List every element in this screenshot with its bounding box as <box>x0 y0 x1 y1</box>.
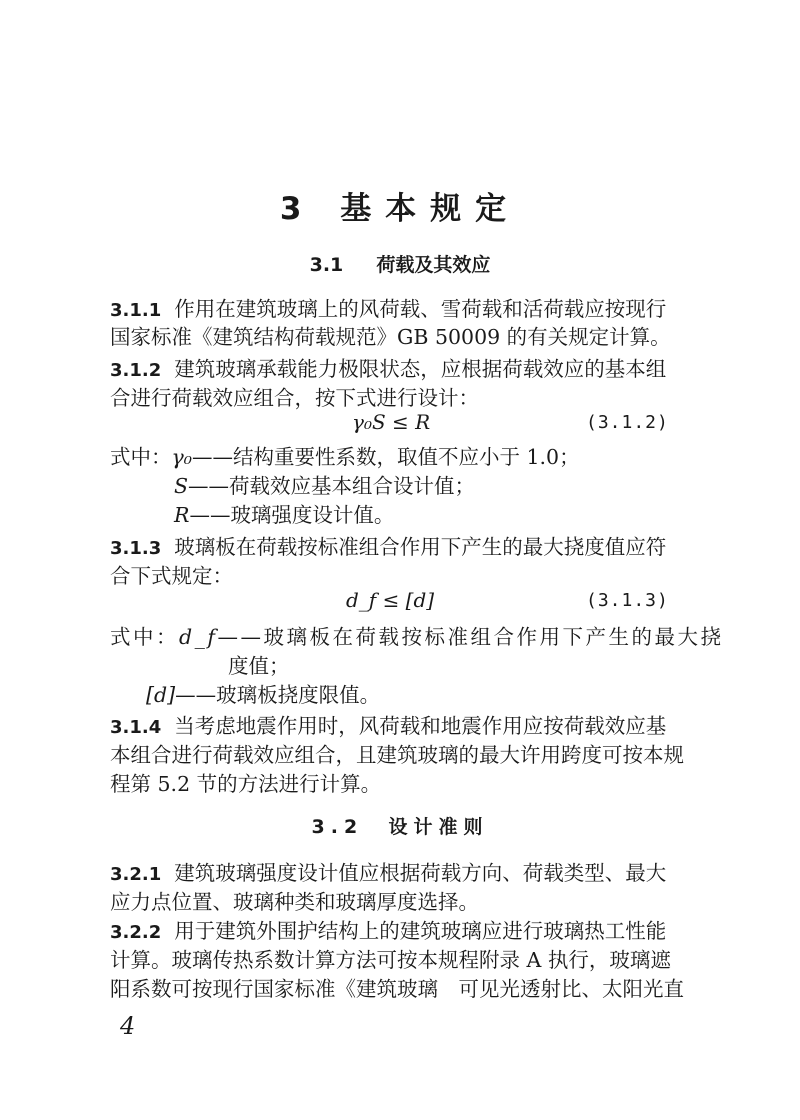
chapter-number: 3 <box>279 191 316 227</box>
clause-number: 3.2.1 <box>110 864 162 885</box>
where-3-1-3-def-2 <box>146 678 380 708</box>
clause-3-1-2-line-1 <box>110 352 667 382</box>
section-heading-3-2 <box>0 812 800 839</box>
clause-3-1-3-line-2: 合下式规定： <box>110 564 233 588</box>
equation-number-3-1-2: (3.1.2) <box>586 412 669 433</box>
clause-number: 3.1.4 <box>110 717 162 738</box>
clause-3-2-2-line-2: 计算。玻璃传热系数计算方法可按本规程附录 A 执行，玻璃遮 <box>110 948 671 972</box>
definition: ——玻璃强度设计值。 <box>189 503 395 527</box>
definition: ——玻璃板挠度限值。 <box>175 683 381 707</box>
section-title: 荷载及其效应 <box>376 254 491 276</box>
symbol: R <box>174 503 190 527</box>
section-title: 设计准则 <box>388 816 489 838</box>
where-3-1-3-def-1-cont: 度值； <box>228 654 290 678</box>
clause-3-1-2-line-2: 合进行荷载效应组合，按下式进行设计： <box>110 386 479 410</box>
clause-number: 3.1.3 <box>110 538 162 559</box>
symbol: d_f <box>179 625 218 649</box>
formula-3-1-2: γ₀S ≤ R <box>352 410 431 434</box>
symbol: S <box>174 474 189 498</box>
chapter-heading <box>0 183 800 228</box>
where-3-1-3-def-1 <box>110 620 723 650</box>
where-3-1-2-def-1 <box>110 440 580 470</box>
clause-text: 用于建筑外围护结构上的建筑玻璃应进行玻璃热工性能 <box>174 919 667 943</box>
clause-3-2-2-line-3: 阳系数可按现行国家标准《建筑玻璃 可见光透射比、太阳光直 <box>110 977 684 1001</box>
clause-number: 3.2.2 <box>110 922 162 943</box>
clause-3-2-2-line-1 <box>110 914 667 944</box>
where-label: 式中： <box>110 625 179 649</box>
clause-3-1-4-line-2: 本组合进行荷载效应组合，且建筑玻璃的最大许用跨度可按本规 <box>110 743 684 767</box>
clause-number: 3.1.2 <box>110 360 162 381</box>
where-label: 式中： <box>110 445 172 469</box>
definition: ——结构重要性系数，取值不应小于 1.0； <box>191 445 580 469</box>
equation-number-3-1-3: (3.1.3) <box>586 590 669 611</box>
page-number: 4 <box>120 1012 136 1040</box>
clause-text: 建筑玻璃承载能力极限状态，应根据荷载效应的基本组 <box>174 357 667 381</box>
clause-number: 3.1.1 <box>110 300 162 321</box>
clause-3-1-1-line-2: 国家标准《建筑结构荷载规范》GB 50009 的有关规定计算。 <box>110 325 671 349</box>
clause-text: 当考虑地震作用时，风荷载和地震作用应按荷载效应基 <box>174 714 667 738</box>
clause-3-2-1-line-1 <box>110 856 667 886</box>
clause-text: 建筑玻璃强度设计值应根据荷载方向、荷载类型、最大 <box>174 861 667 885</box>
symbol: [d] <box>146 683 176 707</box>
where-3-1-2-def-2 <box>174 469 475 499</box>
section-heading-3-1 <box>0 250 800 277</box>
section-number: 3.1 <box>309 254 344 276</box>
clause-3-1-4-line-1 <box>110 709 667 739</box>
section-number: 3.2 <box>311 816 364 838</box>
chapter-title: 基本规定 <box>340 191 521 227</box>
clause-3-1-1-line-1 <box>110 292 667 322</box>
clause-text: 玻璃板在荷载按标准组合作用下产生的最大挠度值应符 <box>174 535 667 559</box>
clause-3-1-4-line-3: 程第 5.2 节的方法进行计算。 <box>110 772 382 796</box>
definition: ——玻璃板在荷载按标准组合作用下产生的最大挠 <box>217 625 724 649</box>
clause-3-1-3-line-1 <box>110 530 667 560</box>
symbol: γ₀ <box>171 445 192 469</box>
clause-3-2-1-line-2: 应力点位置、玻璃种类和玻璃厚度选择。 <box>110 890 479 914</box>
where-3-1-2-def-3 <box>174 498 394 528</box>
definition: ——荷载效应基本组合设计值； <box>188 474 476 498</box>
clause-text: 作用在建筑玻璃上的风荷载、雪荷载和活荷载应按现行 <box>174 297 667 321</box>
formula-3-1-3: d_f ≤ [d] <box>346 588 435 612</box>
